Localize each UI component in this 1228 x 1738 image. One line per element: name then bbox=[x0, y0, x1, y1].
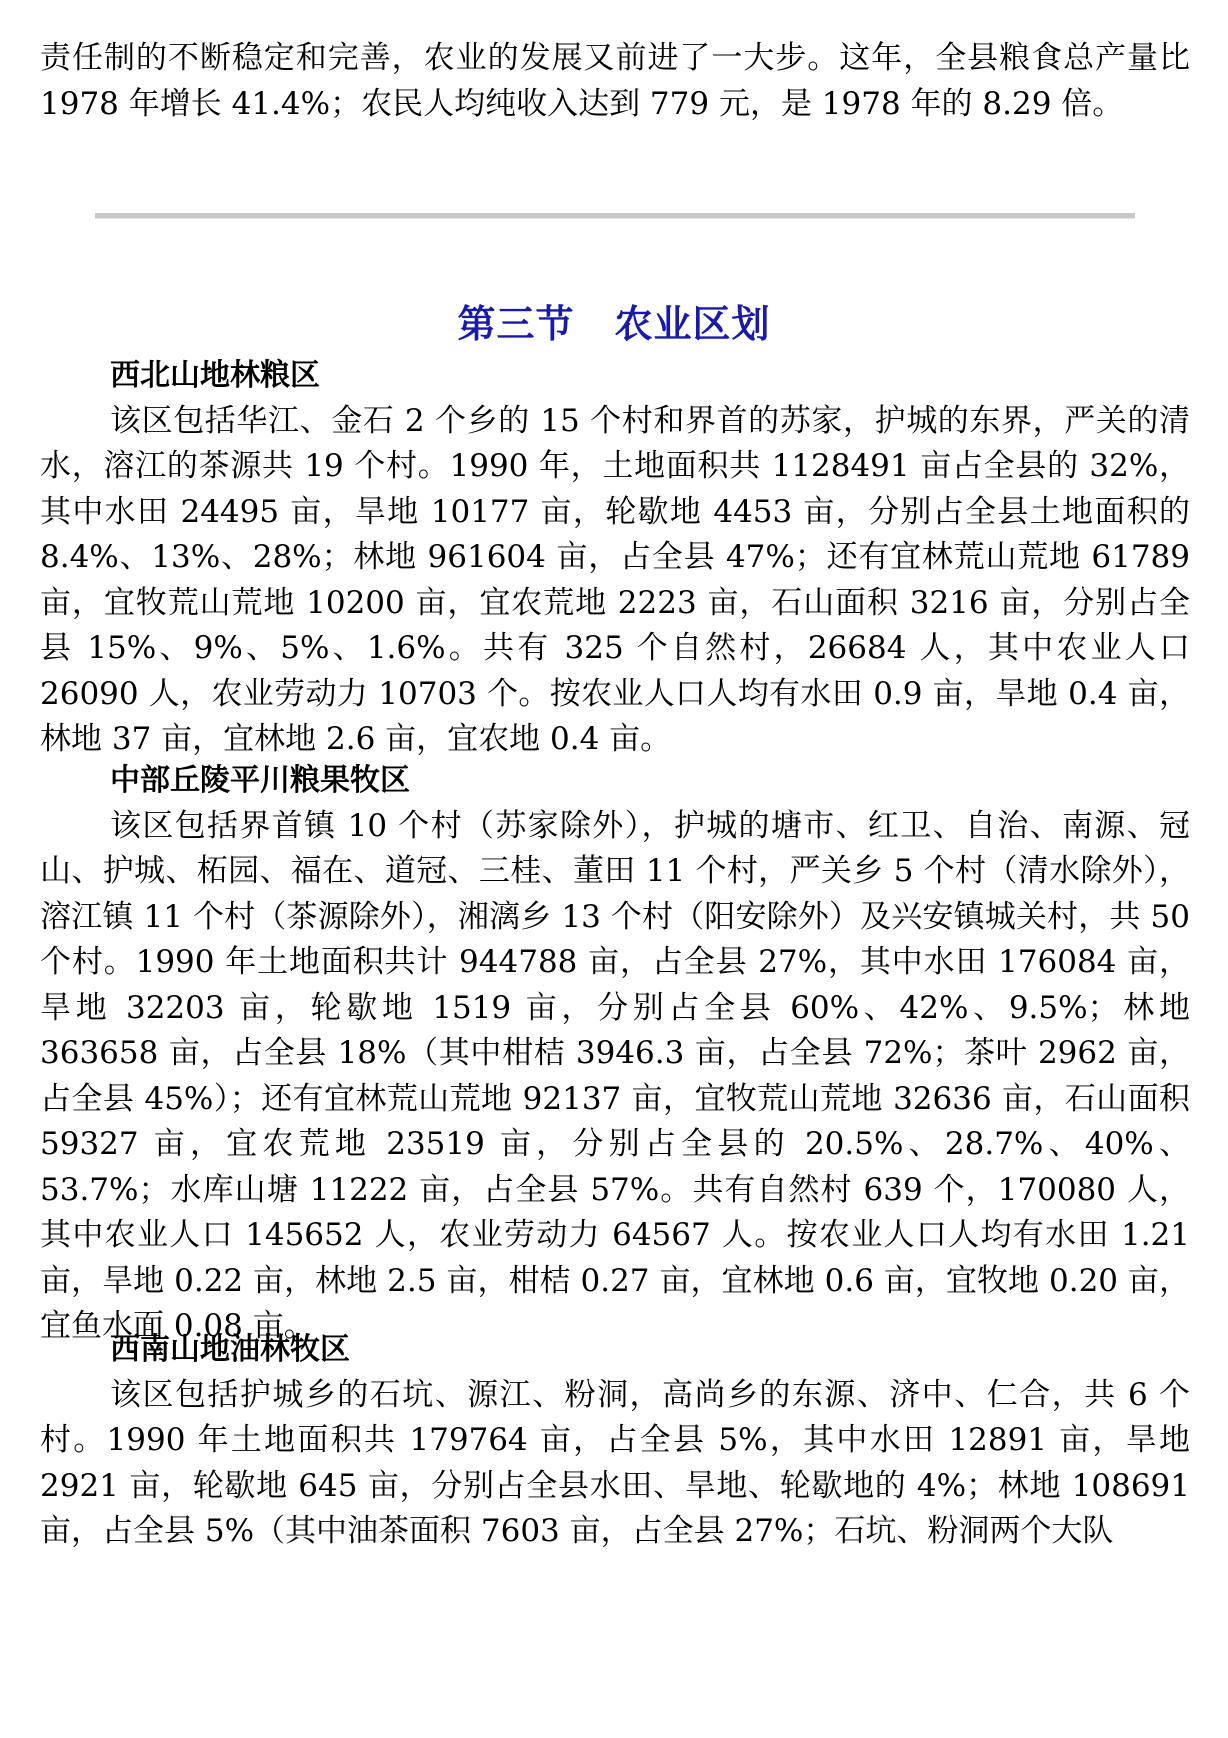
region-heading: 中部丘陵平川粮果牧区 bbox=[110, 763, 410, 798]
section-number: 第三节 bbox=[457, 301, 575, 346]
region-block-northwest bbox=[40, 353, 1190, 763]
horizontal-divider bbox=[95, 213, 1135, 219]
section-title bbox=[0, 298, 1228, 350]
region-block-southwest bbox=[40, 1327, 1190, 1555]
region-paragraph: 该区包括界首镇 10 个村（苏家除外），护城的塘市、红卫、自治、南源、冠山、护城、柘园、福在、道冠、三桂、董田 11 个村，严关乡 5 个村（清水除外），溶江镇 11 个村（茶源除外），湘漓乡 13 个村（阳安除外）及兴安镇城关村，共 50 个村。1990 年土地面积共计 944788 亩，占全县 27%，其中水田 176084 亩，旱地 32203 亩，轮歇地 1519 亩，分别占全县 60%、42%、9.5%；林地 363658 亩，占全县 18%（其中柑桔 3946.3 亩，占全县 72%；茶叶 2962 亩，占全县 45%）；还有宜林荒山荒地 92137 亩，宜牧荒山荒地 32636 亩，石山面积 59327 亩，宜农荒地 23519 亩，分别占全县的 20.5%、28.7%、40%、53.7%；水库山塘 11222 亩，占全县 57%。共有自然村 639 个，170080 人，其中农业人口 145652 人，农业劳动力 64567 人。按农业人口人均有水田 1.21 亩，旱地 0.22 亩，林地 2.5 亩，柑桔 0.27 亩，宜林地 0.6 亩，宜牧地 0.20 亩，宜鱼水面 0.08 亩。 bbox=[40, 807, 1190, 1344]
region-heading: 西南山地油林牧区 bbox=[110, 1332, 350, 1367]
region-paragraph: 该区包括华江、金石 2 个乡的 15 个村和界首的苏家，护城的东界，严关的清水，溶江的茶源共 19 个村。1990 年，土地面积共 1128491 亩占全县的 32%，其中水田 24495 亩，旱地 10177 亩，轮歇地 4453 亩，分别占全县土地面积的 8.4%、13%、28%；林地 961604 亩，占全县 47%；还有宜林荒山荒地 61789 亩，宜牧荒山荒地 10200 亩，宜农荒地 2223 亩，石山面积 3216 亩，分别占全县 15%、9%、5%、1.6%。共有 325 个自然村，26684 人，其中农业人口 26090 人，农业劳动力 10703 个。按农业人口人均有水田 0.9 亩，旱地 0.4 亩，林地 37 亩，宜林地 2.6 亩，宜农地 0.4 亩。 bbox=[40, 402, 1190, 757]
intro-block bbox=[40, 0, 1190, 127]
region-block-central bbox=[40, 758, 1190, 1350]
section-name: 农业区划 bbox=[614, 301, 771, 346]
intro-paragraph: 责任制的不断稳定和完善，农业的发展又前进了一大步。这年，全县粮食总产量比 1978 年增长 41.4%；农民人均纯收入达到 779 元，是 1978 年的 8.29 倍。 bbox=[40, 40, 1190, 122]
region-paragraph: 该区包括护城乡的石坑、源江、粉洞，高尚乡的东源、济中、仁合，共 6 个村。1990 年土地面积共 179764 亩，占全县 5%，其中水田 12891 亩，旱地 2921 亩，轮歇地 645 亩，分别占全县水田、旱地、轮歇地的 4%；林地 108691 亩，占全县 5%（其中油茶面积 7603 亩，占全县 27%；石坑、粉洞两个大队 bbox=[40, 1376, 1190, 1549]
region-heading: 西北山地林粮区 bbox=[110, 358, 320, 393]
